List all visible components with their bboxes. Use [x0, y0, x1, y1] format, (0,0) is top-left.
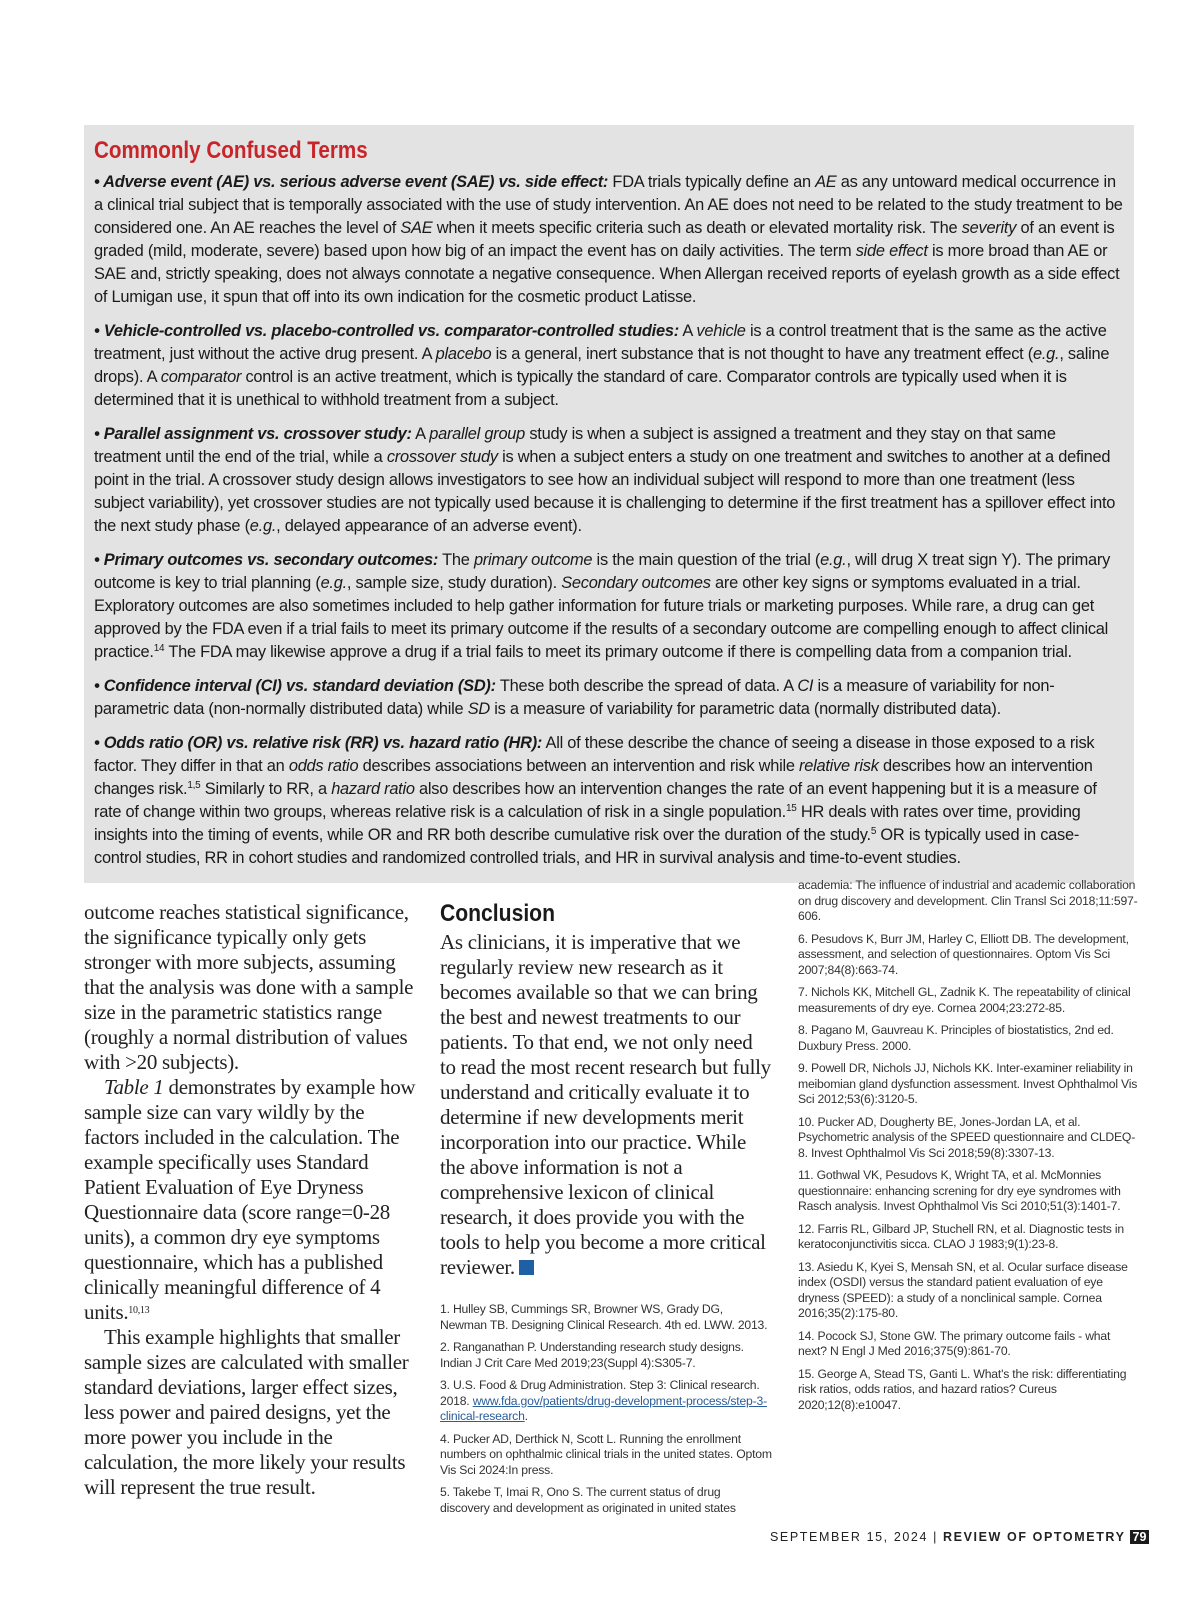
page-footer: SEPTEMBER 15, 2024 | REVIEW OF OPTOMETRY 79 [770, 1530, 1134, 1544]
reference-item: 14. Pocock SJ, Stone GW. The primary outcome fails - what next? N Engl J Med 2016;375(9):861-70. [798, 1328, 1111, 1358]
sidebar-box [84, 125, 1134, 883]
term-ae: • Adverse event (AE) vs. serious adverse event (SAE) vs. side effect: FDA trials typically define an AE as any untoward medical occurrence in a clinical trial subject that is temporally associated with the use of study intervention. An AE does not need to be related to the study treatment to be considered one. An AE reaches the level of SAE when it meets specific criteria such as death or elevated mortality risk. The severity of an event is graded (mild, moderate, severe) based upon how big of an impact the event has on daily activities. The term side effect is more broad than AE or SAE and, strictly speaking, does not always connotate a negative consequence. When Allergan received reports of eyelash growth as a side effect of Lumigan use, it spun that off into its own indication for the cosmetic product Latisse. [94, 173, 1123, 306]
body-paragraph: This example highlights that smaller sample sizes are calculated with smaller standard deviations, larger effect sizes, less power and paired designs, yet the more power you include in the calculation, the more likely your results will represent the true result. [84, 1325, 409, 1499]
issue-date: SEPTEMBER 15, 2024 [770, 1530, 929, 1544]
end-mark-icon [519, 1260, 534, 1275]
term-lead: • Adverse event (AE) vs. serious adverse event (SAE) vs. side effect: [94, 173, 609, 191]
reference-item: 2. Ranganathan P. Understanding research study designs. Indian J Crit Care Med 2019;23(Suppl 4):S305-7. [440, 1340, 744, 1370]
reference-item: 13. Asiedu K, Kyei S, Mensah SN, et al. Ocular surface disease index (OSDI) versus the standard patient evaluation of eye dryness (SPEED): a study of a nonclinical sample. Cornea 2016;35(2):175-80. [798, 1259, 1128, 1320]
reference-item: 12. Farris RL, Gilbard JP, Stuchell RN, et al. Diagnostic tests in keratoconjunctivitis sicca. CLAO J 1983;9(1):23-8. [798, 1221, 1124, 1251]
conclusion-paragraph: As clinicians, it is imperative that we regularly review new research as it becomes available so that we can bring the best and newest treatments to our patients. To that end, we not only need to read the most recent research but fully understand and critically evaluate it to determine if new developments merit incorporation into our practice. While the above information is not a comprehensive lexicon of clinical research, it does provide you with the tools to help you become a more critical reviewer. [440, 930, 771, 1279]
body-paragraph: Table 1 demonstrates by example how sample size can vary wildly by the factors included in the calculation. The example specifically uses Standard Patient Evaluation of Eye Dryness Questionnaire data (score range=0-28 units), a common dry eye symptoms questionnaire, which has a published clinically meaningful difference of 4 units.$^{10,13}$ [84, 1075, 416, 1324]
term-lead: • Vehicle-controlled vs. placebo-controlled vs. comparator-controlled studies: [94, 322, 679, 340]
body-column-middle [440, 900, 773, 1523]
term-lead: • Confidence interval (CI) vs. standard deviation (SD): [94, 677, 496, 695]
body-column-left [84, 900, 420, 1500]
reference-item: 1. Hulley SB, Cummings SR, Browner WS, Grady DG, Newman TB. Designing Clinical Research. 4th ed. LWW. 2013. [440, 1302, 768, 1332]
term-lead: • Parallel assignment vs. crossover study: [94, 425, 412, 443]
reference-item: academia: The influence of industrial and academic collaboration on drug discovery and development. Clin Transl Sci 2018;11:597-606. [798, 878, 1138, 923]
term-lead: • Primary outcomes vs. secondary outcomes: [94, 551, 439, 569]
page-number: 79 [1130, 1530, 1150, 1544]
reference-item: 4. Pucker AD, Derthick N, Scott L. Running the enrollment numbers on ophthalmic clinical trials in the united states. Optom Vis Sci 2024:In press. [440, 1431, 772, 1477]
references-list-right [798, 878, 1138, 1420]
reference-item: 5. Takebe T, Imai R, Ono S. The current status of drug discovery and development as originated in united states [440, 1485, 736, 1515]
term-lead: • Odds ratio (OR) vs. relative risk (RR) vs. hazard ratio (HR): [94, 734, 543, 752]
term-outcomes: • Primary outcomes vs. secondary outcomes: The primary outcome is the main question of the trial (e.g., will drug X treat sign Y). The primary outcome is key to trial planning (e.g., sample size, study duration). Secondary outcomes are other key signs or symptoms evaluated in a trial. Exploratory outcomes are also sometimes included to help gather information for future trials or marketing purposes. While rare, a drug can get approved by the FDA even if a trial fails to meet its primary outcome if the results of a secondary outcome are compelling enough to affect clinical practice.$^{14}$ The FDA may likewise approve a drug if a trial fails to meet its primary outcome if there is compelling data from a companion trial. [94, 551, 1111, 661]
term-parallel-crossover: • Parallel assignment vs. crossover study: A parallel group study is when a subject is assigned a treatment and they stay on that same treatment until the end of the trial, while a crossover study is when a subject enters a study on one treatment and switches to another at a defined point in the trial. A crossover study design allows investigators to see how an individual subject will respond to more than one treatment (less subject variability), yet crossover studies are not typically used because it is challenging to determine if the first treatment has a spillover effect into the next study phase (e.g., delayed appearance of an adverse event). [94, 425, 1116, 535]
reference-item: 9. Powell DR, Nichols JJ, Nichols KK. Inter-examiner reliability in meibomian gland dysfunction assessment. Invest Ophthalmol Vis Sci 2012;53(6):3120-5. [798, 1061, 1138, 1106]
term-ratios: • Odds ratio (OR) vs. relative risk (RR) vs. hazard ratio (HR): All of these describe the chance of seeing a disease in those exposed to a risk factor. They differ in that an odds ratio describes associations between an intervention and risk while relative risk describes how an intervention changes risk.$^{1,5}$ Similarly to RR, a hazard ratio also describes how an intervention changes the rate of an event happening but it is a measure of rate of change within two groups, whereas relative risk is a calculation of risk in a single population.$^{15}$ HR deals with rates over time, providing insights into the timing of events, while OR and RR both describe cumulative risk over the duration of the study.$^5$ OR is typically used in case-control studies, RR in cohort studies and randomized controlled trials, and HR in survival analysis and time-to-event studies. [94, 734, 1097, 867]
reference-item: 10. Pucker AD, Dougherty BE, Jones-Jordan LA, et al. Psychometric analysis of the SPEED questionnaire and CLDEQ-8. Invest Ophthalmol Vis Sci 2018;59(8):3307-13. [798, 1114, 1136, 1160]
publication-name: REVIEW OF OPTOMETRY [943, 1530, 1126, 1544]
reference-item: 8. Pagano M, Gauvreau K. Principles of biostatistics, 2nd ed. Duxbury Press. 2000. [798, 1023, 1114, 1053]
term-ci-sd: • Confidence interval (CI) vs. standard deviation (SD): These both describe the spread of data. A CI is a measure of variability for non-parametric data (non-normally distributed data) while SD is a measure of variability for parametric data (normally distributed data). [94, 677, 1055, 718]
sidebar-title: Commonly Confused Terms [94, 137, 368, 164]
table-reference: Table 1 [104, 1075, 164, 1099]
citation: 10,13 [128, 1305, 150, 1316]
conclusion-heading: Conclusion [440, 900, 555, 927]
fda-link[interactable]: www.fda.gov/patients/drug-development-process/step-3-clinical-research [440, 1393, 767, 1423]
references-list-middle [440, 1302, 773, 1516]
term-controls: • Vehicle-controlled vs. placebo-controlled vs. comparator-controlled studies: A vehicle is a control treatment that is the same as the active treatment, just without the active drug present. A placebo is a general, inert substance that is not thought to have any treatment effect (e.g., saline drops). A comparator control is an active treatment, which is typically the standard of care. Comparator controls are typically used when it is determined that it is unethical to withhold treatment from a subject. [94, 322, 1110, 409]
reference-item: 3. U.S. Food & Drug Administration. Step 3: Clinical research. 2018. www.fda.gov/patients/drug-development-process/step-3-clinical-research. [440, 1378, 767, 1423]
reference-item: 15. George A, Stead TS, Ganti L. What's the risk: differentiating risk ratios, odds ratios, and hazard ratios? Cureus 2020;12(8):e10047. [798, 1366, 1127, 1412]
reference-item: 11. Gothwal VK, Pesudovs K, Wright TA, et al. McMonnies questionnaire: enhancing screning for dry eye syndromes with Rasch analysis. Invest Ophthalmol Vis Sci 2010;51(3):1401-7. [798, 1168, 1121, 1213]
reference-item: 6. Pesudovs K, Burr JM, Harley C, Elliott DB. The development, assessment, and selection of questionnaires. Optom Vis Sci 2007;84(8):663-74. [798, 931, 1129, 977]
reference-item: 7. Nichols KK, Mitchell GL, Zadnik K. The repeatability of clinical measurements of dry eye. Cornea 2004;23:272-85. [798, 985, 1131, 1015]
body-paragraph: outcome reaches statistical significance, the significance typically only gets stronger with more subjects, assuming that the analysis was done with a sample size in the parametric statistics range (roughly a normal distribution of values with >20 subjects). [84, 900, 414, 1074]
